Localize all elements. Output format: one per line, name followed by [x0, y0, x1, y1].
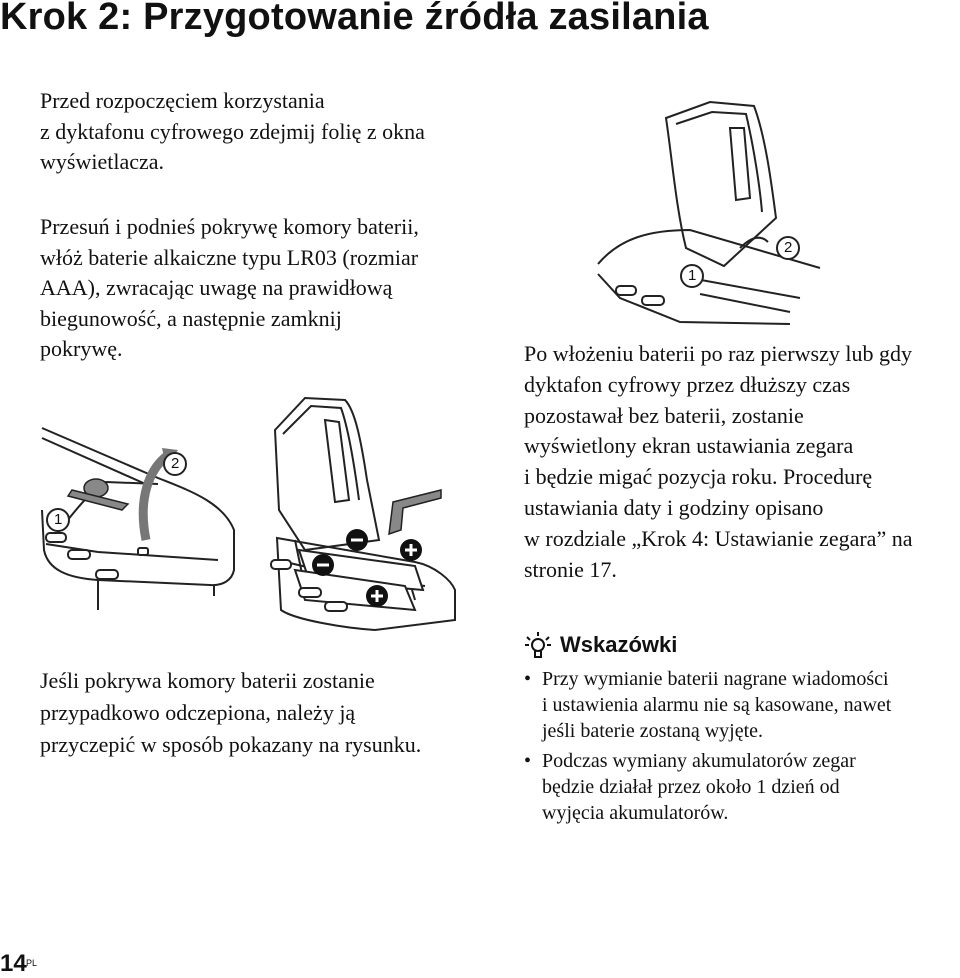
intro-paragraph: [40, 86, 440, 178]
bullet: •: [524, 668, 532, 690]
clock-note-line: dyktafon cyfrowy przez dłuższy czas: [524, 371, 851, 397]
instruction-line: biegunowość, a następnie zamknij: [40, 305, 342, 331]
lightbulb-icon: [524, 630, 552, 660]
clock-note-line: wyświetlony ekran ustawiania zegara: [524, 433, 854, 459]
page-title: Krok 2: Przygotowanie źródła zasilania: [0, 0, 709, 38]
cover-note-paragraph: [40, 665, 500, 761]
instruction-line: AAA), zwracając uwagę na prawidłową: [40, 275, 393, 300]
callout-1-label: 1: [688, 267, 697, 284]
intro-line: wyświetlacza.: [40, 149, 164, 174]
cover-reattach-illustration: [590, 98, 830, 328]
bullet: •: [524, 750, 532, 772]
clock-note-line: Po włożeniu baterii po raz pierwszy lub gdy: [524, 341, 912, 366]
list-item: [522, 748, 960, 826]
clock-note-line: pozostawał bez baterii, zostanie: [524, 402, 804, 428]
callout-2-label: 2: [171, 455, 180, 472]
cover-note-line: Jeśli pokrywa komory baterii zostanie: [40, 668, 375, 693]
cover-note-line: przyczepić w sposób pokazany na rysunku.: [40, 732, 422, 757]
clock-note-paragraph: [524, 339, 960, 585]
list-item: [522, 666, 960, 744]
battery-insert-illustration: [265, 390, 470, 640]
callout-1-label: 1: [54, 511, 63, 528]
callout-2-label: 2: [784, 239, 793, 256]
intro-line: z dyktafonu cyfrowego zdejmij folię z okna: [40, 118, 425, 144]
instruction-line: Przesuń i podnieś pokrywę komory baterii,: [40, 214, 419, 239]
tips-list: [522, 666, 960, 830]
clock-note-line: w rozdziale „Krok 4: Ustawianie zegara” na: [524, 525, 913, 551]
tip-line: wyjęcia akumulatorów.: [542, 802, 729, 824]
tips-title: Wskazówki: [560, 632, 678, 657]
tip-line: jeśli baterie zostaną wyjęte.: [542, 720, 764, 742]
cover-slide-illustration: [38, 420, 248, 620]
clock-note-line: stronie 17.: [524, 556, 617, 582]
tips-header: [524, 628, 677, 662]
instruction-line: włóż baterie alkaiczne typu LR03 (rozmiar: [40, 244, 419, 270]
page-number: 14: [0, 950, 27, 977]
tip-line: i ustawienia alarmu nie są kasowane, nawet: [542, 694, 892, 716]
clock-note-line: i będzie migać pozycja roku. Procedurę: [524, 464, 873, 490]
tip-line: Przy wymianie baterii nagrane wiadomości: [542, 668, 889, 690]
intro-line: Przed rozpoczęciem korzystania: [40, 88, 325, 113]
page-language: PL: [26, 958, 38, 968]
tip-line: Podczas wymiany akumulatorów zegar: [542, 750, 856, 772]
instruction-paragraph: [40, 212, 480, 365]
tip-line: będzie działał przez około 1 dzień od: [542, 776, 840, 798]
cover-note-line: przypadkowo odczepiona, należy ją: [40, 700, 356, 725]
clock-note-line: ustawiania daty i godziny opisano: [524, 494, 824, 520]
instruction-line: pokrywę.: [40, 336, 123, 361]
